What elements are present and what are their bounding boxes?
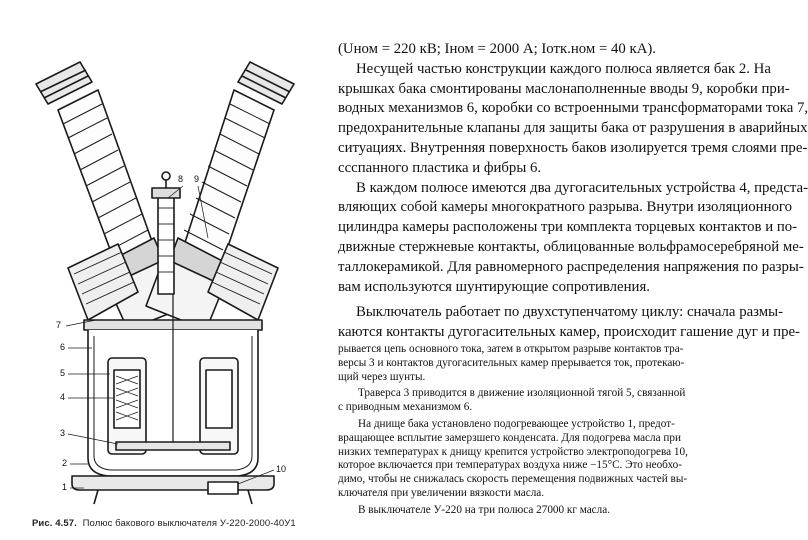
breaker-drawing [28, 58, 318, 508]
text-line-small: которое включается при температурах воздуха ниже −15°С. Это необхо- [338, 459, 682, 472]
text-line-small: версы 3 и контактов дугогасительных камер прерывается ток, протекаю- [338, 356, 685, 369]
text-line-small: с приводным механизмом 6. [338, 401, 473, 414]
text-line: движные стержневые контакты, облицованные вольфрамосеребряной ме- [338, 238, 804, 255]
callout-4: 4 [60, 392, 66, 402]
text-line: сcспанного пластика и фибры 6. [338, 159, 542, 176]
text-line-small: димо, чтобы не снижалась скорость перемещения подвижных частей вы- [338, 473, 688, 486]
text-line: цилиндра камеры расположены три комплекта торцевых контактов и по- [338, 219, 798, 236]
callout-8: 8 [178, 174, 184, 184]
text-line-small: В выключателе У-220 на три полюса 27000 кг масла. [358, 503, 610, 516]
text-line-small: Траверса 3 приводится в движение изоляционной тягой 5, связанной [358, 387, 686, 400]
figure-caption [32, 518, 332, 529]
callout-7: 7 [56, 320, 62, 330]
text-line: ситуациях. Внутренняя поверхность баков изолируется тремя слоями пре- [338, 139, 808, 156]
text-line: каются контакты дугогасительных камер, происходит гашение дуг и пре- [338, 324, 800, 341]
ratings-line: (Uном = 220 кВ; Iном = 2000 А; Iотк.ном = 40 кА). [338, 41, 657, 57]
text-line: Несущей частью конструкции каждого полюса является бак 2. На [356, 60, 771, 77]
text-line-small: На днище бака установлено подогревающее устройство 1, предот- [358, 417, 675, 430]
text-line-small: вращающее всплытие замерзшего конденсата. Для подогрева масла при [338, 431, 681, 444]
text-line: таллокерамикой. Для равномерного распределения напряжения по разры- [338, 258, 804, 275]
callout-2: 2 [62, 458, 68, 468]
caption-number: Рис. 4.57. [32, 518, 77, 529]
text-line: вляющих собой камеры многократного разрыва. Внутри изоляционного [338, 199, 792, 216]
caption-text: Полюс бакового выключателя У-220-2000-40У1 [82, 518, 296, 529]
text-line-small: низких температурах к днищу крепится устройство электроподогрева 10, [338, 445, 688, 458]
text-line: крышках бака смонтированы маслонаполненные вводы 9, коробки при- [338, 80, 790, 97]
callout-9: 9 [194, 174, 200, 184]
text-line-small: ключателя при увеличении вязкости масла. [338, 486, 545, 499]
callout-10: 10 [276, 464, 287, 474]
callout-6: 6 [60, 342, 66, 352]
callout-1: 1 [62, 482, 68, 492]
body-text [338, 40, 808, 518]
text-line: вам используются шунтирующие сопротивления. [338, 278, 650, 295]
text-line-small: щий через шунты. [338, 370, 426, 383]
text-line: В каждом полюсе имеются два дугогасительных устройства 4, предста- [356, 179, 808, 196]
text-line: водных механизмов 6, коробки со встроенными трансформаторами тока 7, [338, 100, 808, 117]
callout-3: 3 [60, 428, 66, 438]
callout-5: 5 [60, 368, 66, 378]
text-line: Выключатель работает по двухступенчатому циклу: сначала размы- [356, 304, 784, 321]
breaker-svg [28, 58, 318, 508]
text-line: предохранительные клапаны для защиты бака от разрушения в аварийных [338, 120, 808, 137]
text-line-small: рывается цепь основного тока, затем в открытом разрыве контактов тра- [338, 342, 684, 355]
